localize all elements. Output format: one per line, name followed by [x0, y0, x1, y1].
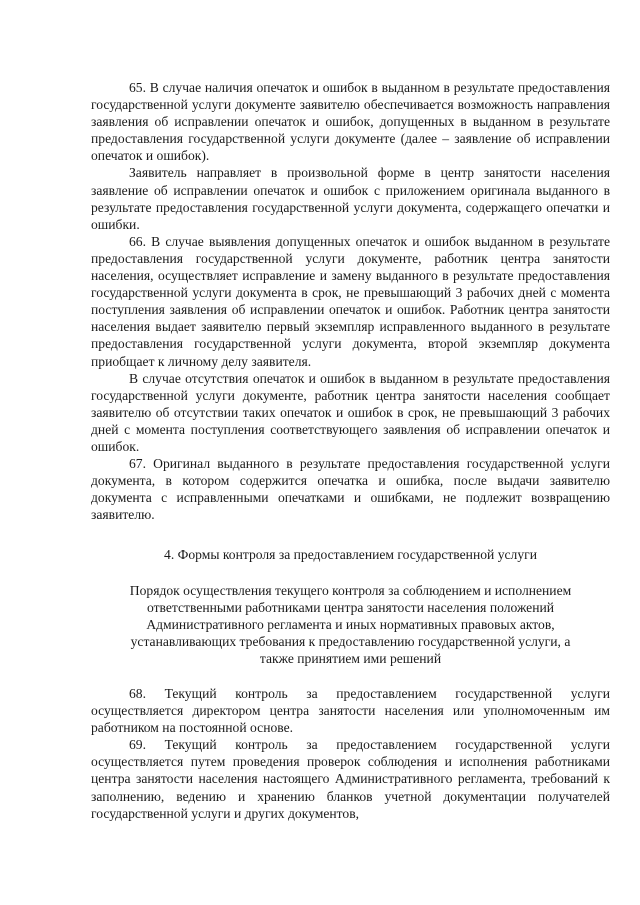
subsection-heading-line: Порядок осуществления текущего контроля за соблюдением и исполнением [129, 582, 572, 598]
subsection-heading-line: Административного регламента и иных нормативных правовых актов, [146, 616, 555, 632]
paragraph-68: 68. Текущий контроль за предоставлением государственной услуги осуществляется директором центра занятости населения или уполномоченным им работником на постоянной основе. [91, 686, 610, 736]
paragraph-66: 66. В случае выявления допущенных опечаток и ошибок выданном в результате предоставления государственной услуги документе, работник центра занятости населения, осуществляет исправление и замену выданного в результате предоставления государственной услуги документа в срок, не превышающий 3 рабочих дней с момента поступления заявления об исправлении опечаток и ошибок. Работник центра занятости населения выдает заявителю первый экземпляр исправленного выданного в результате предоставления государственной услуги документа, второй экземпляр документа приобщает к личному делу заявителя. [91, 233, 610, 369]
subsection-heading-line: устанавливающих требования к предоставлению государственной услуги, а [130, 633, 571, 649]
subsection-heading-line: ответственными работниками центра занятости населения положений [146, 599, 555, 615]
document-body [91, 79, 610, 822]
subsection-heading-line: также принятием ими решений [259, 650, 442, 666]
paragraph-applicant-request: Заявитель направляет в произвольной форме в центр занятости населения заявление об исправлении опечаток и ошибок с приложением оригинала выданного в результате предоставления государственной услуги документа, содержащего опечатки и ошибки. [91, 165, 610, 232]
subsection-heading [91, 582, 610, 667]
paragraph-69: 69. Текущий контроль за предоставлением государственной услуги осуществляется путем проведения проверок соблюдения и исполнения работниками центра занятости населения настоящего Административного регламента, требований к заполнению, ведению и хранению бланков учетной документации получателей государственной услуги и других документов, [91, 737, 610, 821]
paragraph-65: 65. В случае наличия опечаток и ошибок в выданном в результате предоставления государственной услуги документе заявителю обеспечивается возможность направления заявления об исправлении опечаток и ошибок, допущенных в выданном в результате предоставления государственной услуги документе (далее – заявление об исправлении опечаток и ошибок). [91, 80, 610, 164]
section-heading: 4. Формы контроля за предоставлением государственной услуги [164, 547, 537, 563]
paragraph-67: 67. Оригинал выданного в результате предоставления государственной услуги документа, в котором содержится опечатка и ошибка, после выдачи заявителю документа с исправленными опечатками и ошибками, не подлежит возвращению заявителю. [91, 456, 610, 523]
paragraph-no-errors: В случае отсутствия опечаток и ошибок в выданном в результате предоставления государственной услуги документе, работник центра занятости населения сообщает заявителю об отсутствии таких опечаток и ошибок в срок, не превышающий 3 рабочих дней с момента поступления соответствующего заявления об исправлении опечаток и ошибок. [91, 370, 610, 454]
